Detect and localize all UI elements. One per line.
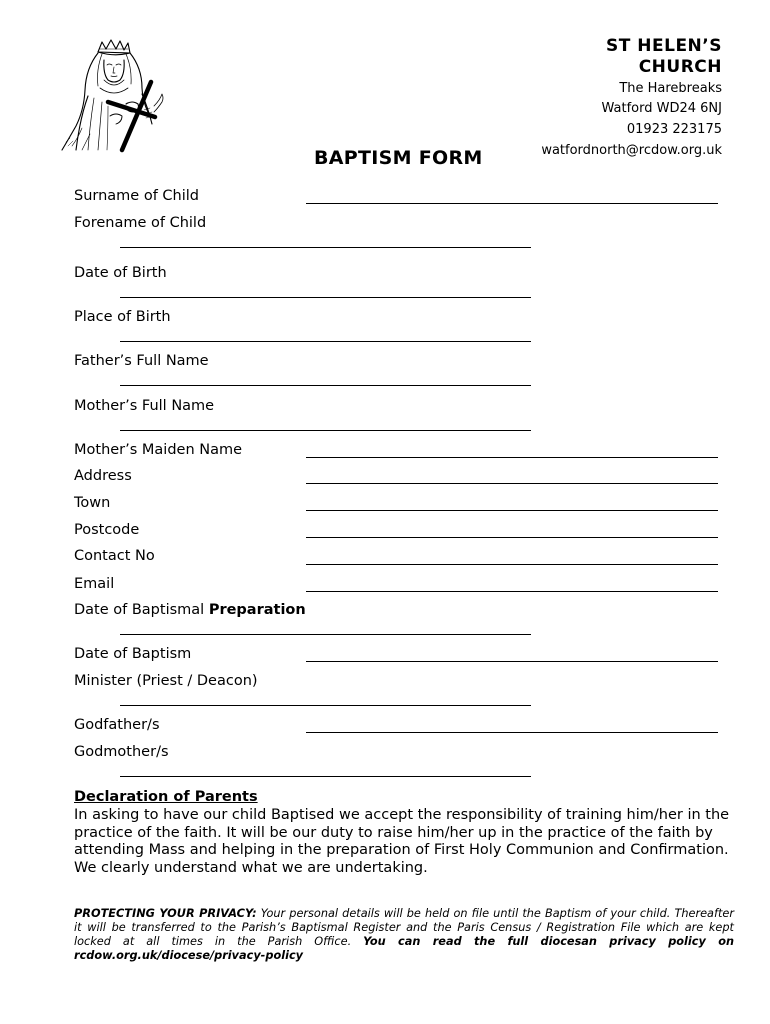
address-line1: The Harebreaks	[619, 81, 722, 96]
godmothers-label: Godmother/s	[74, 744, 169, 760]
privacy-policy-link: You can read the full diocesan privacy policy on rcdow.org.uk/diocese/privacy-policy	[74, 935, 734, 962]
mother-full-name-line[interactable]	[120, 430, 531, 431]
baptismal-preparation-bold: Preparation	[208, 602, 306, 618]
address-line[interactable]	[306, 483, 718, 484]
mother-full-name-label: Mother’s Full Name	[74, 398, 215, 414]
contact-no-label: Contact No	[74, 548, 155, 564]
date-of-birth-label: Date of Birth	[74, 265, 167, 281]
postcode-label: Postcode	[74, 522, 140, 538]
contact-no-line[interactable]	[306, 564, 718, 565]
baptismal-preparation-line[interactable]	[120, 634, 531, 635]
surname-child-label: Surname of Child	[74, 188, 199, 204]
baptismal-preparation-label	[74, 601, 306, 619]
place-of-birth-line[interactable]	[120, 341, 531, 342]
church-name	[482, 36, 722, 78]
mother-maiden-name-label: Mother’s Maiden Name	[74, 442, 243, 458]
place-of-birth-label: Place of Birth	[74, 309, 171, 325]
declaration-title: Declaration of Parents	[74, 789, 258, 805]
godfathers-label: Godfather/s	[74, 717, 160, 733]
forename-child-line[interactable]	[120, 247, 531, 248]
church-name-line2: CHURCH	[638, 57, 722, 77]
date-of-baptism-label: Date of Baptism	[74, 646, 192, 662]
father-full-name-line[interactable]	[120, 385, 531, 386]
minister-line[interactable]	[120, 705, 531, 706]
mother-maiden-name-line[interactable]	[306, 457, 718, 458]
address-line2: Watford WD24 6NJ	[601, 101, 722, 116]
email-label: Email	[74, 576, 115, 592]
town-label: Town	[74, 495, 111, 511]
st-helen-illustration	[58, 38, 170, 154]
privacy-notice	[74, 907, 734, 963]
email-line[interactable]	[306, 591, 718, 592]
church-name-line1: ST HELEN’S	[606, 36, 722, 56]
father-full-name-label: Father’s Full Name	[74, 353, 209, 369]
privacy-body: Your personal details will be held on file until the Baptism of your child. Thereafter it will be transferred to the Parish’s Baptismal Register and the Paris Census / Registration File which are kept locked at all times in the Parish Office.	[74, 907, 734, 948]
date-of-baptism-line[interactable]	[306, 661, 718, 662]
postcode-line[interactable]	[306, 537, 718, 538]
forename-child-label: Forename of Child	[74, 215, 207, 231]
town-line[interactable]	[306, 510, 718, 511]
address-label: Address	[74, 468, 132, 484]
surname-child-line[interactable]	[306, 203, 718, 204]
privacy-heading: PROTECTING YOUR PRIVACY:	[74, 907, 257, 920]
minister-label: Minister (Priest / Deacon)	[74, 673, 258, 689]
church-email: watfordnorth@rcdow.org.uk	[541, 143, 722, 158]
phone-number: 01923 223175	[626, 122, 722, 137]
date-of-birth-line[interactable]	[120, 297, 531, 298]
declaration-body: In asking to have our child Baptised we accept the responsibility of training him/her in the practice of the faith. It will be our duty to raise him/her up in the practice of the faith by attending Mass and helping in the preparation of First Holy Communion and Confirmation. We clearly understand what we are undertaking.	[74, 807, 730, 876]
form-title: BAPTISM FORM	[314, 147, 483, 169]
godfathers-line[interactable]	[306, 732, 718, 733]
baptismal-preparation-prefix: Date of Baptismal	[74, 602, 209, 618]
godmothers-line[interactable]	[120, 776, 531, 777]
